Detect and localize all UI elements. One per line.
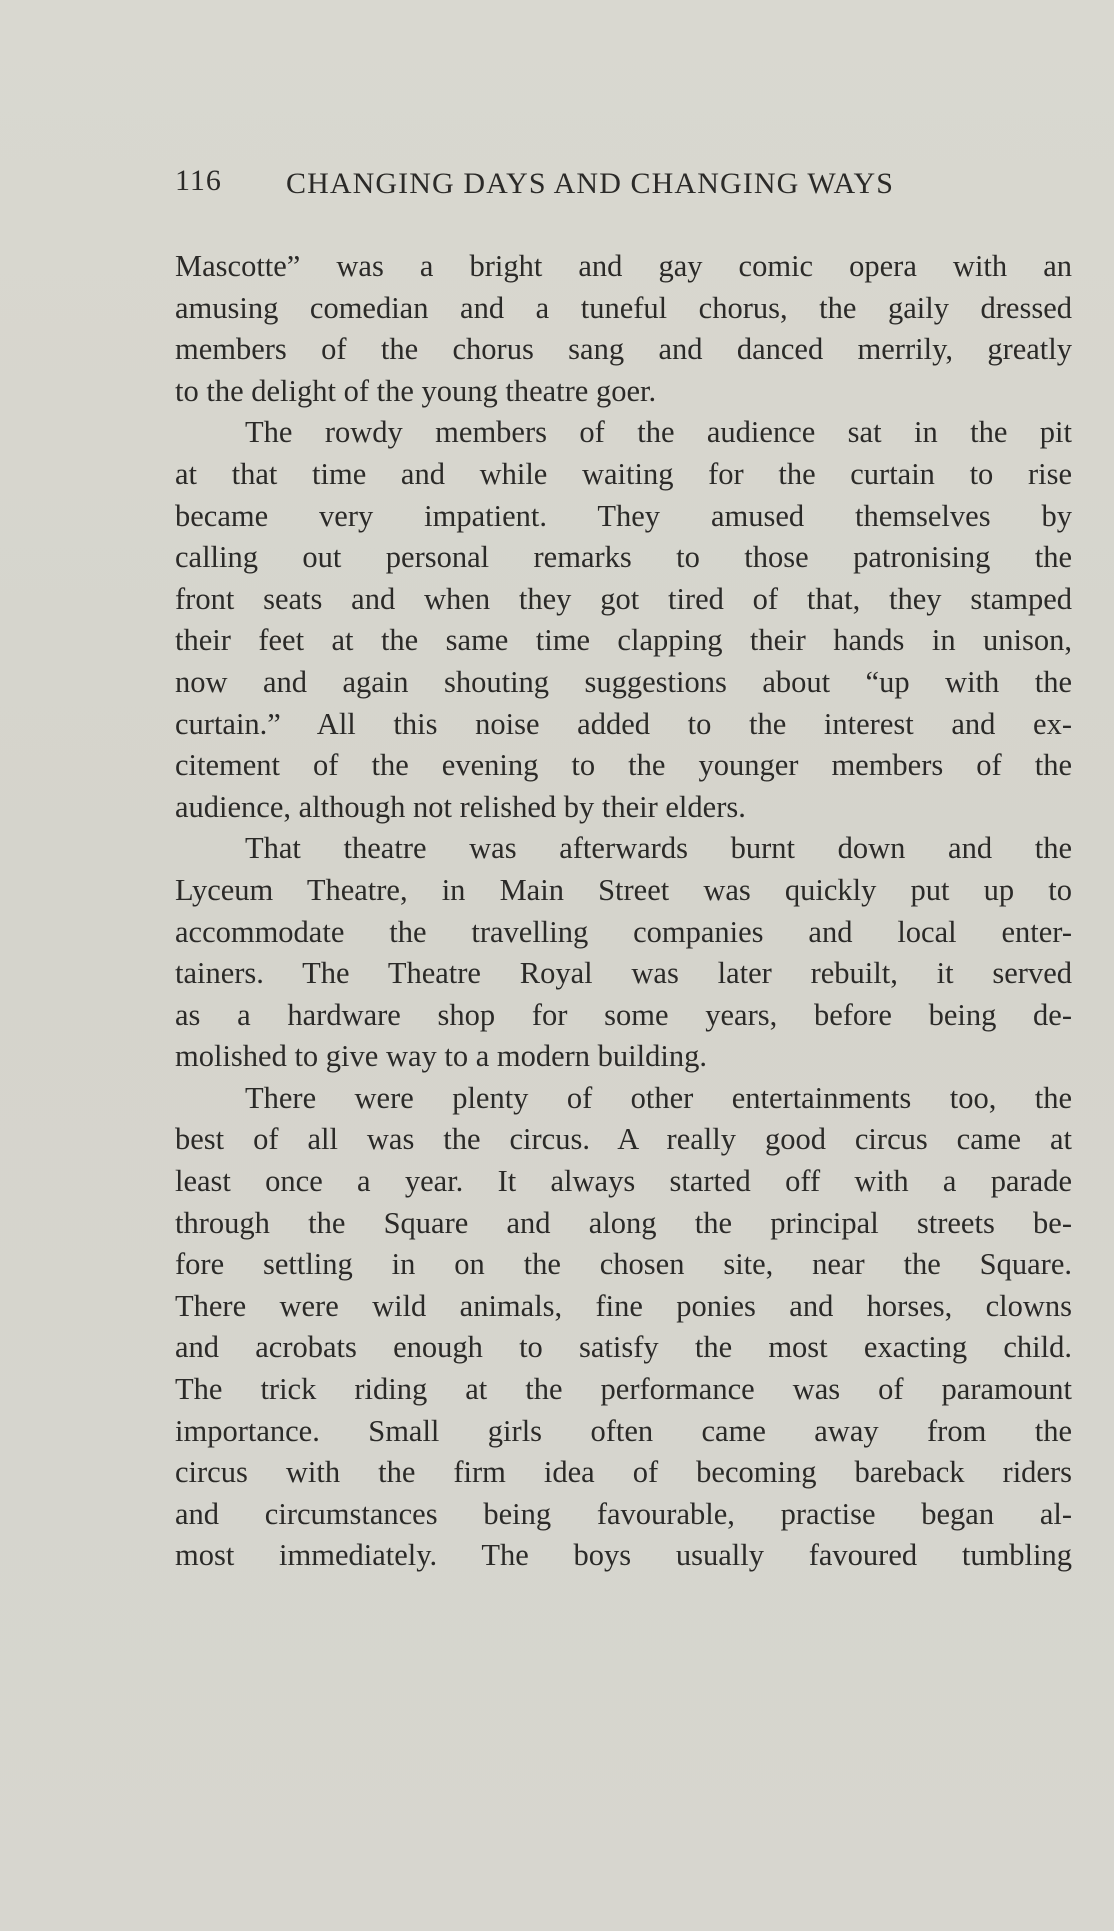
text-line: importance. Small girls often came away from the (175, 1413, 1072, 1448)
text-line: calling out personal remarks to those patronising the (175, 540, 1072, 575)
text-line: circus with the firm idea of becoming bareback riders (175, 1455, 1072, 1490)
text-line: at that time and while waiting for the curtain to rise (175, 456, 1072, 491)
text-line: There were wild animals, fine ponies and horses, clowns (175, 1288, 1072, 1323)
text-line: Mascotte” was a bright and gay comic opera with an (175, 249, 1072, 283)
text-line: front seats and when they got tired of that, they stamped (175, 581, 1072, 616)
text-line: The trick riding at the performance was of paramount (175, 1372, 1072, 1407)
text-line: members of the chorus sang and danced merrily, greatly (175, 332, 1072, 367)
text-line: Lyceum Theatre, in Main Street was quickly put up to (175, 872, 1072, 907)
page-number: 116 (175, 164, 222, 197)
text-line: and acrobats enough to satisfy the most exacting child. (175, 1330, 1072, 1365)
text-line: fore settling in on the chosen site, near the Square. (175, 1247, 1072, 1282)
text-line: now and again shouting suggestions about “up with the (175, 664, 1072, 699)
text-line: molished to give way to a modern building. (175, 1039, 707, 1074)
text-line: became very impatient. They amused themselves by (175, 498, 1072, 533)
text-line: most immediately. The boys usually favoured tumbling (175, 1538, 1072, 1573)
text-line: their feet at the same time clapping their hands in unison, (175, 623, 1072, 658)
text-line: to the delight of the young theatre goer. (175, 373, 657, 408)
text-line: least once a year. It always started off with a parade (175, 1164, 1072, 1199)
text-line: accommodate the travelling companies and local enter- (175, 914, 1072, 949)
text-line: as a hardware shop for some years, before being de- (175, 997, 1072, 1032)
body-text (175, 246, 1072, 1577)
text-line: through the Square and along the principal streets be- (175, 1205, 1072, 1240)
text-line: citement of the evening to the younger members of the (175, 748, 1072, 783)
running-head (175, 164, 1075, 204)
text-line: That theatre was afterwards burnt down and the (245, 831, 1072, 866)
text-line: curtain.” All this noise added to the interest and ex- (175, 706, 1072, 741)
running-title: CHANGING DAYS AND CHANGING WAYS (286, 167, 895, 200)
text-line: amusing comedian and a tuneful chorus, the gaily dressed (175, 290, 1072, 325)
text-line: and circumstances being favourable, practise began al- (175, 1496, 1072, 1531)
text-line: audience, although not relished by their elders. (175, 789, 746, 824)
text-line: The rowdy members of the audience sat in the pit (245, 415, 1072, 450)
text-line: best of all was the circus. A really good circus came at (175, 1122, 1072, 1157)
text-line: There were plenty of other entertainments too, the (245, 1080, 1072, 1115)
text-line: tainers. The Theatre Royal was later rebuilt, it served (175, 956, 1072, 991)
